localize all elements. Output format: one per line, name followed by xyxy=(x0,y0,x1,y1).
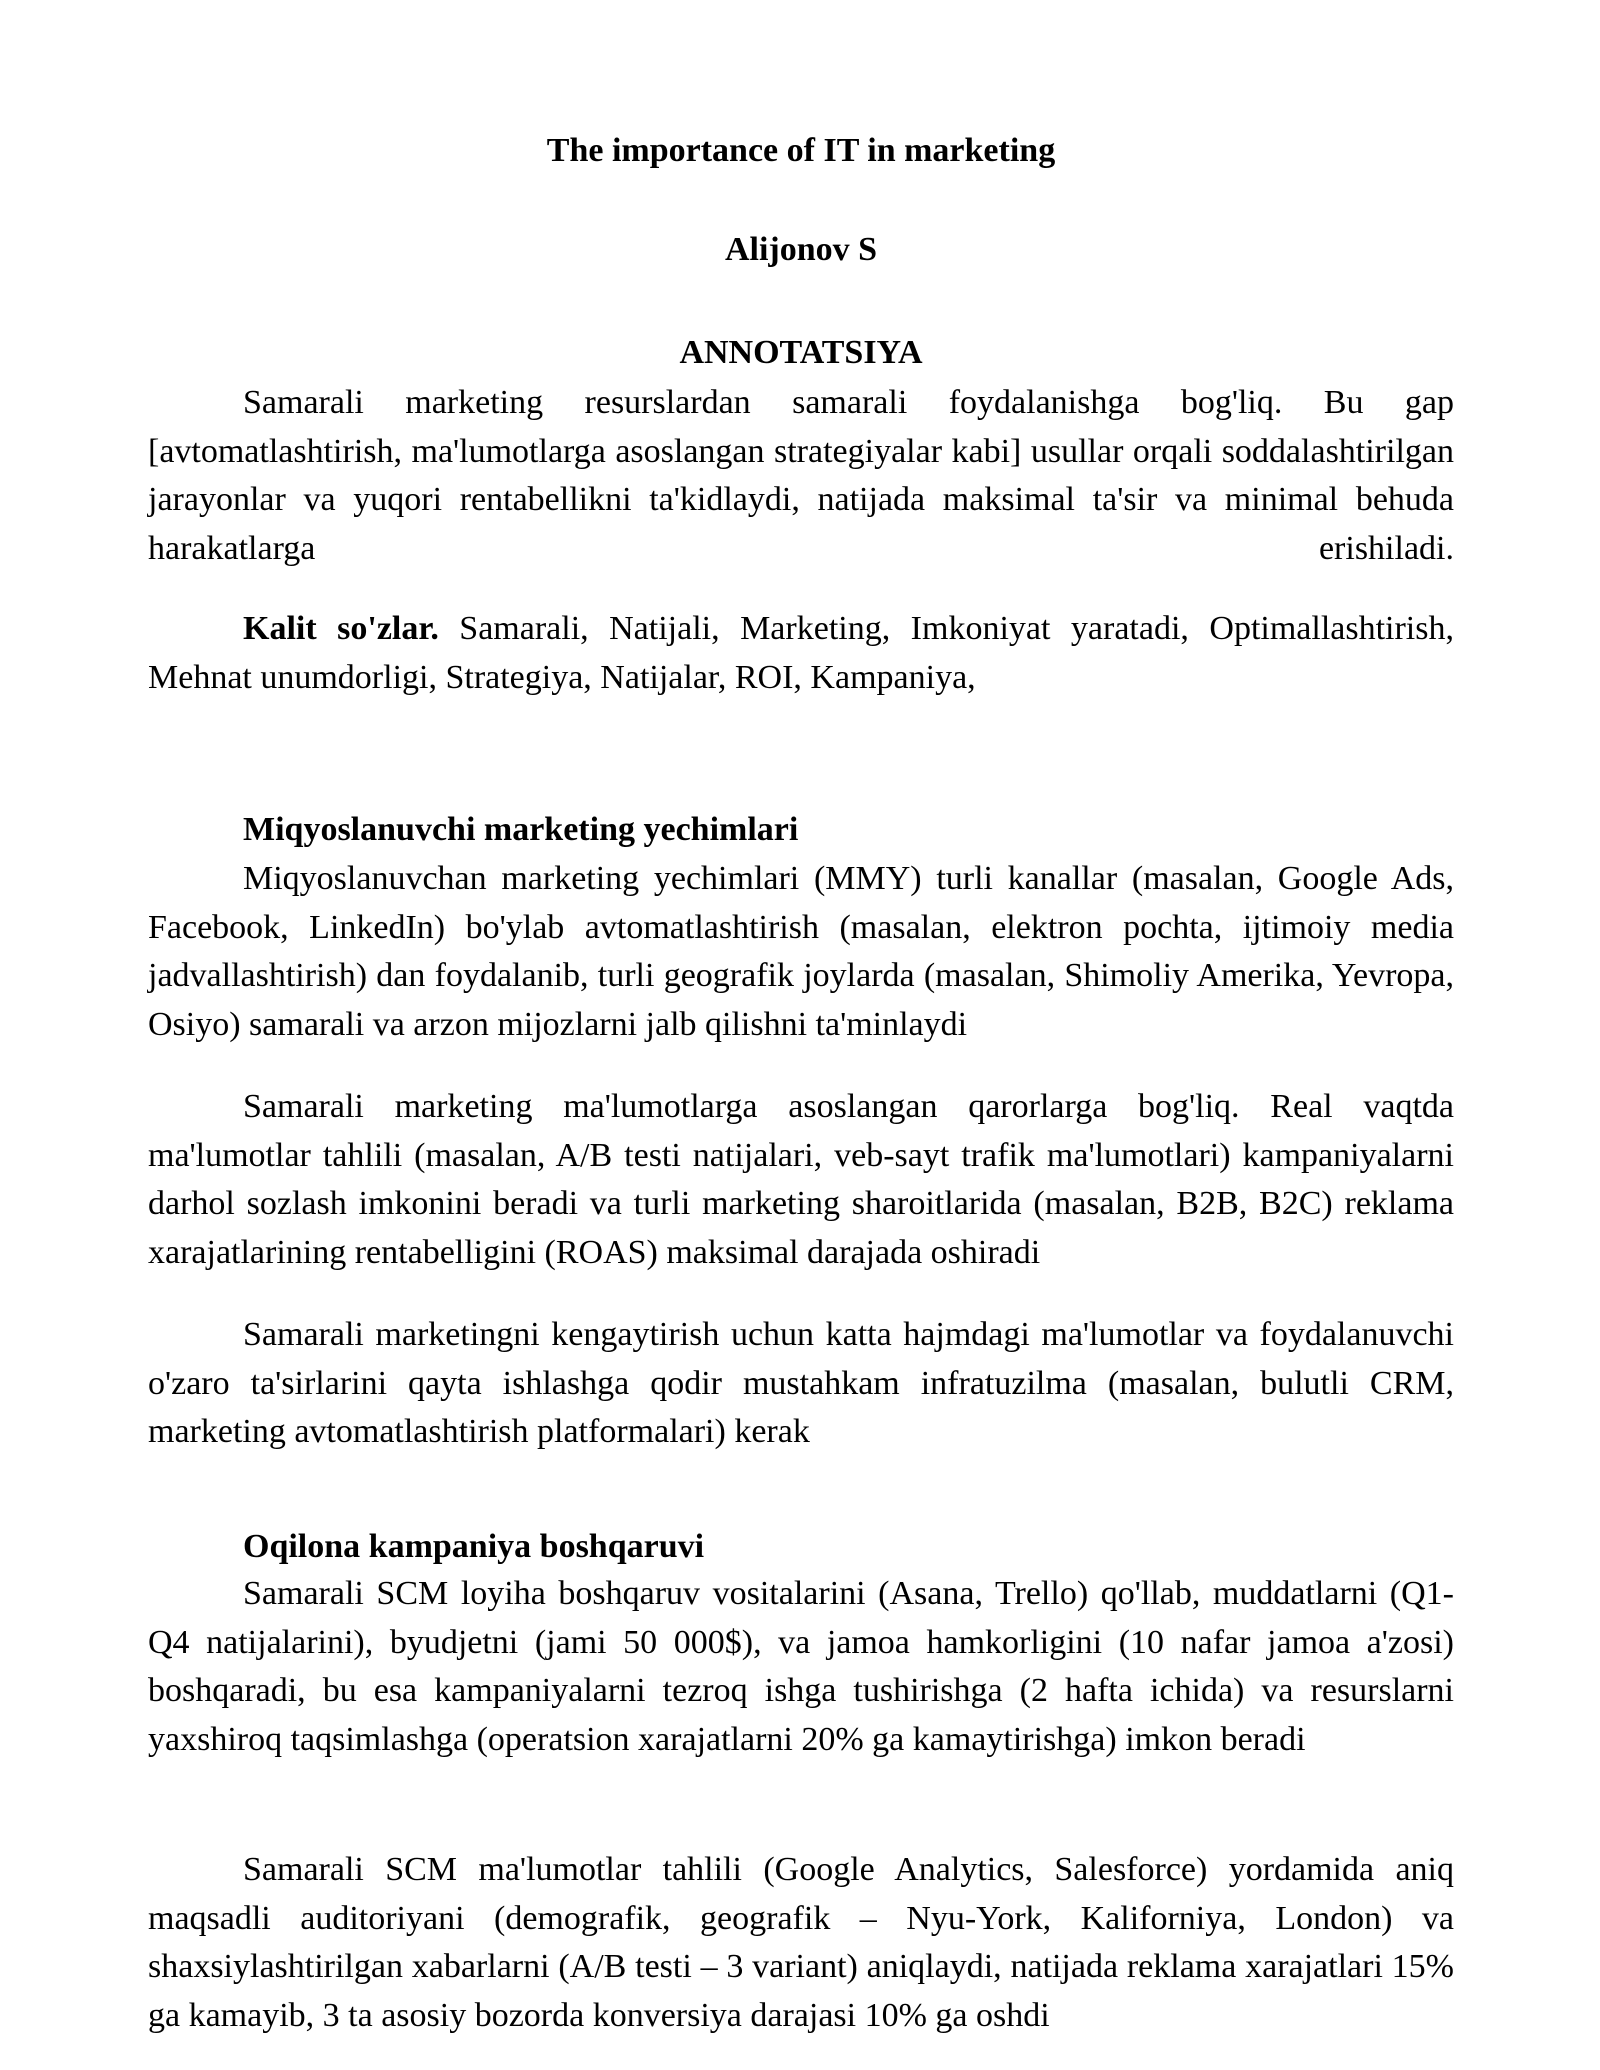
section-heading: Oqilona kampaniya boshqaruvi xyxy=(243,1528,705,1565)
section-paragraph: Samarali SCM ma'lumotlar tahlili (Google Analytics, Salesforce) yordamida aniq maqsadli auditoriyani (demografik, geografik – Nyu-York, Kaliforniya, London) va shaxsiylashtirilgan xabarlarni (A/B testi – 3 variant) aniqlaydi, natijada reklama xarajatlari 15% ga kamayib, 3 ta asosiy bozorda konversiya darajasi 10% ga oshdi xyxy=(148,1851,1454,2034)
section-paragraph: Samarali marketing ma'lumotlarga asoslangan qarorlarga bog'liq. Real vaqtda ma'lumotlar tahlili (masalan, A/B testi natijalari, veb-sayt trafik ma'lumotlari) kampaniyalarni darhol sozlash imkonini beradi va turli marketing sharoitlarida (masalan, B2B, B2C) reklama xarajatlarining rentabelligini (ROAS) maksimal darajada oshiradi xyxy=(148,1088,1454,1271)
abstract-paragraph: Samarali marketing resurslardan samarali foydalanishga bog'liq. Bu gap [avtomatlashtirish, ma'lumotlarga asoslangan strategiyalar kabi] usullar orqali soddalashtirilgan jarayonlar va yuqori rentabellikni ta'kidlaydi, natijada maksimal ta'sir va minimal behuda harakatlarga erishiladi. xyxy=(148,384,1454,567)
keywords-list: Samarali, Natijali, Marketing, Imkoniyat yaratadi, Optimallashtirish, Mehnat unumdorligi, Strategiya, Natijalar, ROI, Kampaniya, xyxy=(148,610,1454,696)
document-title: The importance of IT in marketing xyxy=(546,132,1056,169)
section-heading: Miqyoslanuvchi marketing yechimlari xyxy=(243,811,799,848)
section-paragraph: Samarali marketingni kengaytirish uchun katta hajmdagi ma'lumotlar va foydalanuvchi o'zaro ta'sirlarini qayta ishlashga qodir mustahkam infratuzilma (masalan, bulutli CRM, marketing avtomatlashtirish platformalari) kerak xyxy=(148,1316,1454,1450)
abstract-heading: ANNOTATSIYA xyxy=(679,334,923,371)
keywords-label: Kalit so'zlar. xyxy=(243,610,439,647)
author-name: Alijonov S xyxy=(724,231,878,268)
section-paragraph: Miqyoslanuvchan marketing yechimlari (MMY) turli kanallar (masalan, Google Ads, Facebook, LinkedIn) bo'ylab avtomatlashtirish (masalan, elektron pochta, ijtimoiy media jadvallashtirish) dan foydalanib, turli geografik joylarda (masalan, Shimoliy Amerika, Yevropa, Osiyo) samarali va arzon mijozlarni jalb qilishni ta'minlaydi xyxy=(148,860,1454,1043)
keywords-paragraph xyxy=(148,605,1454,702)
section-paragraph: Samarali SCM loyiha boshqaruv vositalarini (Asana, Trello) qo'llab, muddatlarni (Q1-Q4 natijalarini), byudjetni (jami 50 000$), va jamoa hamkorligini (10 nafar jamoa a'zosi) boshqaradi, bu esa kampaniyalarni tezroq ishga tushirishga (2 hafta ichida) va resurslarni yaxshiroq taqsimlashga (operatsion xarajatlarni 20% ga kamaytirishga) imkon beradi xyxy=(148,1575,1454,1758)
